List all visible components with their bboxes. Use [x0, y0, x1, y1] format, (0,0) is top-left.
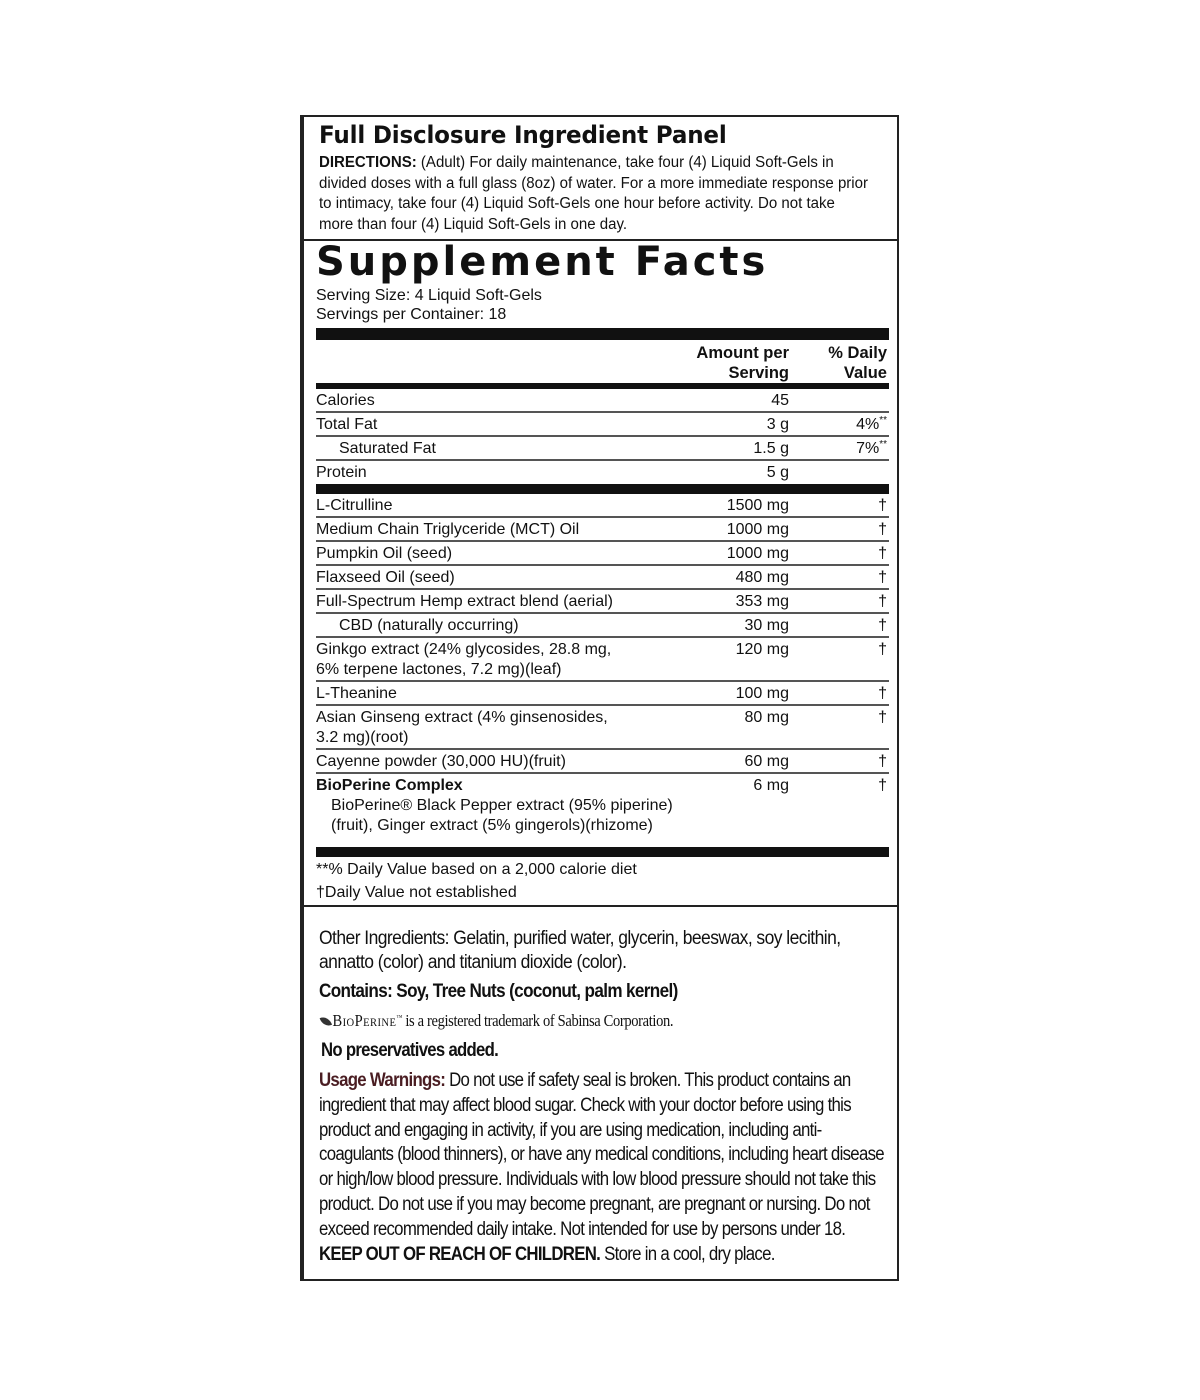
row-dv: †	[878, 641, 887, 658]
row-name: Full-Spectrum Hemp extract blend (aerial)	[316, 593, 613, 610]
row-dv: †	[878, 521, 887, 538]
directions-section	[304, 117, 897, 241]
row-amount: 100 mg	[735, 685, 789, 702]
row-name	[316, 776, 673, 836]
header-amount-line1: Amount per	[696, 344, 789, 362]
warnings-storage: Store in a cool, dry place.	[604, 1243, 775, 1265]
row-amount: 5 g	[766, 464, 789, 481]
table-row	[316, 461, 889, 483]
row-name: CBD (naturally occurring)	[339, 617, 519, 634]
table-row	[316, 614, 889, 638]
header-dv-line2: Value	[843, 364, 887, 382]
header-amount	[664, 343, 789, 383]
directions-label: DIRECTIONS:	[319, 154, 417, 171]
footnotes	[316, 859, 637, 904]
row-name-line1: Ginkgo extract (24% glycosides, 28.8 mg,	[316, 641, 612, 658]
row-name	[316, 708, 608, 748]
row-amount: 30 mg	[744, 617, 789, 634]
row-name-line1: Asian Ginseng extract (4% ginsenosides,	[316, 709, 608, 726]
table-row	[316, 518, 889, 542]
row-dv: †	[878, 777, 887, 794]
table-row	[316, 494, 889, 518]
row-name-line2: 3.2 mg)(root)	[316, 729, 409, 746]
row-dv: †	[878, 753, 887, 770]
row-amount: 1500 mg	[726, 497, 789, 514]
trademark-symbol: ™	[396, 1013, 403, 1022]
panel-title: Full Disclosure Ingredient Panel	[319, 121, 727, 149]
table-row	[316, 682, 889, 706]
row-amount: 1000 mg	[726, 521, 789, 538]
row-name: Flaxseed Oil (seed)	[316, 569, 455, 586]
table-row	[316, 750, 889, 774]
row-dv: †	[878, 569, 887, 586]
table-row	[316, 774, 889, 844]
row-name: L-Citrulline	[316, 497, 393, 514]
thick-divider	[316, 847, 889, 857]
table-row	[316, 706, 889, 750]
footnote-not-established: †Daily Value not established	[316, 883, 517, 901]
row-amount: 480 mg	[735, 569, 789, 586]
row-name-line1: BioPerine Complex	[316, 777, 463, 794]
no-preservatives: No preservatives added.	[321, 1040, 499, 1061]
serving-size: Serving Size: 4 Liquid Soft-Gels	[316, 287, 542, 304]
other-ingredients: Other Ingredients: Gelatin, purified water, glycerin, beeswax, soy lecithin, annatto (color) and titanium dioxide (color).	[319, 928, 841, 973]
row-dv: 4%**	[856, 415, 887, 433]
warnings-keep-out: KEEP OUT OF REACH OF CHILDREN.	[319, 1243, 601, 1265]
row-name: Total Fat	[316, 416, 378, 433]
supplement-facts-title: Supplement Facts	[316, 239, 769, 285]
row-amount: 1.5 g	[753, 440, 789, 457]
table-row	[316, 437, 889, 461]
row-amount: 353 mg	[735, 593, 789, 610]
row-dv: †	[878, 617, 887, 634]
table-row	[316, 638, 889, 682]
row-name-line2: BioPerine® Black Pepper extract (95% piperine)	[331, 797, 673, 814]
directions-text	[319, 153, 872, 235]
trademark-line	[321, 1011, 673, 1031]
table-row	[316, 413, 889, 437]
header-amount-line2: Serving	[728, 364, 789, 382]
contains-allergens: Contains: Soy, Tree Nuts (coconut, palm kernel)	[319, 981, 678, 1002]
row-name: Calories	[316, 392, 375, 409]
row-amount: 45	[771, 392, 789, 409]
supplement-facts	[304, 239, 897, 905]
servings-per-container: Servings per Container: 18	[316, 306, 507, 323]
header-dv-line1: % Daily	[828, 344, 887, 362]
row-dv: †	[878, 497, 887, 514]
row-amount: 80 mg	[744, 709, 789, 726]
directions-body: (Adult) For daily maintenance, take four (4) Liquid Soft-Gels in divided doses with a full glass (8oz) of water. For a more immediate response prior to intimacy, take four (4) Liquid Soft-Gels one hour before activity. Do not take more than four (4) Liquid Soft-Gels in one day.	[319, 154, 869, 233]
row-name: Pumpkin Oil (seed)	[316, 545, 453, 562]
row-amount: 60 mg	[744, 753, 789, 770]
row-dv: †	[878, 709, 887, 726]
table-row	[316, 566, 889, 590]
row-dv: †	[878, 593, 887, 610]
header-daily-value	[794, 343, 887, 383]
row-amount: 3 g	[766, 416, 789, 433]
row-name: Protein	[316, 464, 367, 481]
table-row	[316, 542, 889, 566]
thick-divider	[316, 328, 889, 340]
trademark-text: is a registered trademark of Sabinsa Corporation.	[405, 1011, 674, 1030]
row-name	[316, 640, 611, 680]
row-name: Cayenne powder (30,000 HU)(fruit)	[316, 753, 566, 770]
row-name: Saturated Fat	[339, 440, 436, 457]
table-row	[316, 389, 889, 413]
serving-info	[316, 286, 542, 324]
row-name-line3: (fruit), Ginger extract (5% gingerols)(rhizome)	[331, 817, 653, 834]
thick-divider	[316, 484, 889, 494]
table-row	[316, 590, 889, 614]
bioperine-logo: BioPerine	[332, 1011, 397, 1030]
row-name-line2: 6% terpene lactones, 7.2 mg)(leaf)	[316, 661, 562, 678]
row-dv: †	[878, 545, 887, 562]
warnings-label: Usage Warnings:	[319, 1070, 446, 1091]
footnote-daily-value: **% Daily Value based on a 2,000 calorie diet	[316, 861, 637, 878]
other-info-section	[304, 905, 897, 1265]
row-amount: 120 mg	[735, 641, 789, 658]
usage-warnings	[319, 1069, 885, 1267]
row-dv: †	[878, 685, 887, 702]
row-name: L-Theanine	[316, 685, 397, 702]
row-amount: 1000 mg	[726, 545, 789, 562]
leaf-icon	[320, 1014, 332, 1028]
ingredient-panel	[300, 115, 899, 1281]
warnings-text: Do not use if safety seal is broken. This product contains an ingredient that may affect blood sugar. Check with your doctor before using this product and engaging in activity, if you are using medication, including anti-coagulants (blood thinners), or have any medical conditions, including heart disease or high/low blood pressure. Individuals with low blood pressure should not take this product. Do not use if you may become pregnant, are pregnant or nursing. Do not exceed recommended daily intake. Not intended for use by persons under 18.	[319, 1070, 884, 1240]
row-amount: 6 mg	[753, 777, 789, 794]
row-name: Medium Chain Triglyceride (MCT) Oil	[316, 521, 580, 538]
row-dv: 7%**	[856, 439, 887, 457]
